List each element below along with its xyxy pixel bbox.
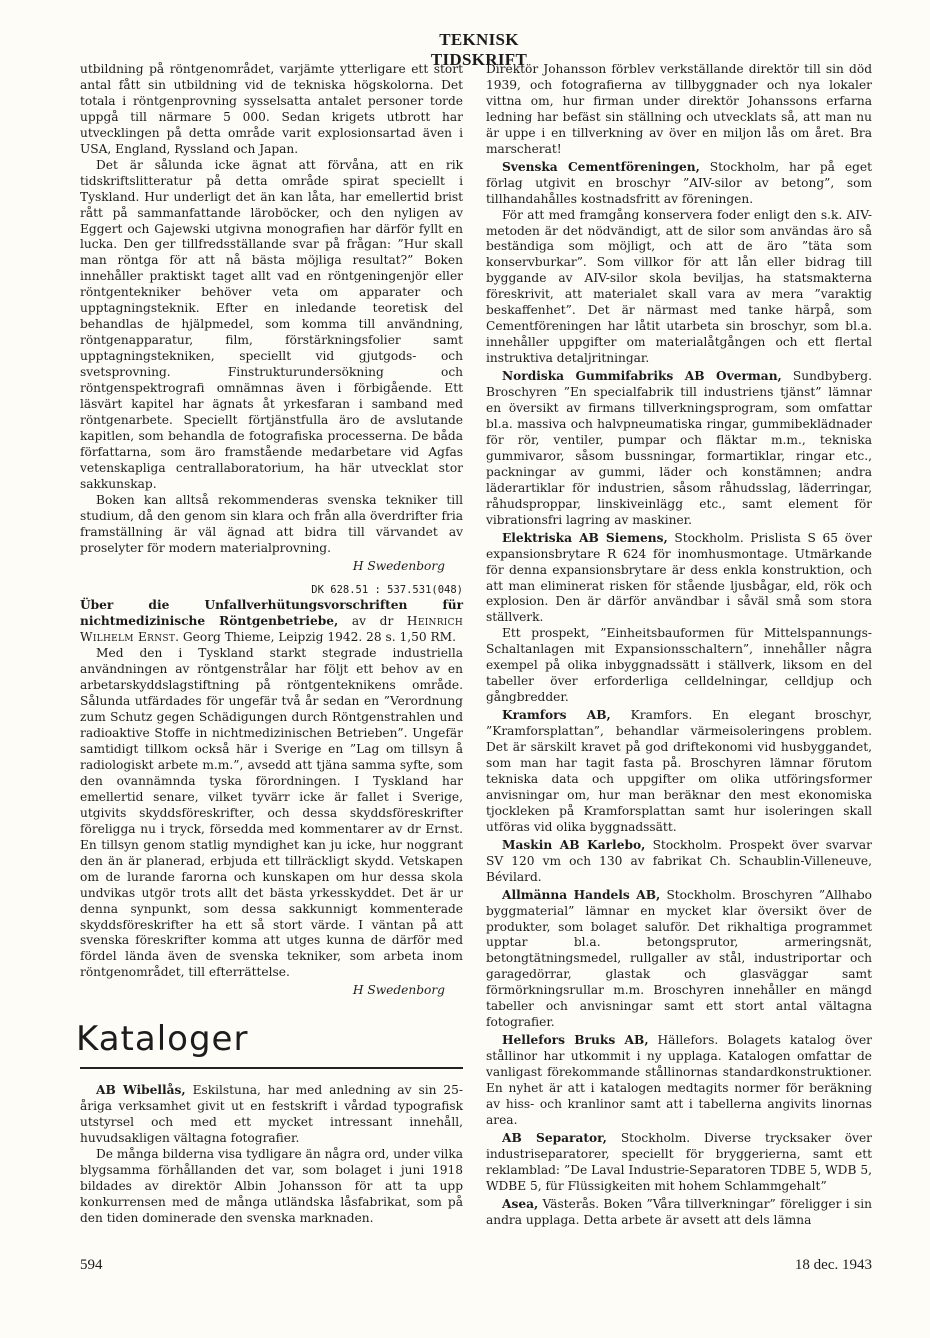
review1-paragraph-3: Boken kan alltså rekommenderas svenska tekniker till studium, då den genom sin klara och från alla överdrifter fria framställning är väl ägnad att bidra till värvandet av proselyter för modern materialprovning.	[80, 492, 463, 555]
review2-heading	[80, 598, 463, 646]
entry-text: Kramfors. En elegant broschyr, ”Kramforsplattan”, behandlar värmeisoleringens problem. Det är särskilt kravet på god driftekonomi vid husbyggandet, som man har tagit fasta på. Broschyren lämnar förutom tekniska data och uppgifter om olika utföringsformer anvisningar om, hur man beräknar den mest ekonomiska tjockleken på Kramforsplattan samt hur isoleringen skall utföras vid olika byggnadssätt.	[486, 708, 872, 834]
entry-text: Sundbyberg. Broschyren ”En specialfabrik till industriens tjänst” lämnar en översikt av firmans tillverkningsprogram, som omfattar bl.a. massiva och halvpneumatiska ringar, gummibeklädnader för rör, ventiler, pumpar och fläktar m.m., tekniska gummivaror, såsom bussningar, formartiklar, ringar etc., packningar av gummi, läder och konstämnen; andra läderartiklar för industrien, såsom råhudsslag, läderringar, råhudsproppar, linskiveinlägg etc., samt element för vibrationsfri lagring av maskiner.	[486, 369, 872, 527]
entry-text: Stockholm, har på eget förlag utgivit en broschyr ”AIV-silor av betong”, som tillhandahålles kostnadsfritt av föreningen.	[486, 159, 872, 206]
catalog-entry-gummi	[486, 369, 872, 529]
catalog-entry-wibellas-cont: Direktör Johansson förblev verkställande direktör till sin död 1939, och fotografierna av tillbyggnader och nya lokaler vittna om, hur firman under direktör Johanssons erfarna ledning har befäst sin ställning och utvecklats så, att man nu är uppe i en tillverkning av över en miljon lås om året. Bra marscherat!	[486, 62, 872, 156]
entry-text: Eskilstuna, har med anledning av sin 25-åriga verksamhet givit ut en festskrift i vårdad typografisk utstyrsel och med ett mycket intressant innehåll, huvudsakligen vältagna fotografier.	[80, 1083, 463, 1146]
catalog-entry-handels	[486, 888, 872, 1032]
review1-signature: H Swedenborg	[352, 558, 445, 573]
left-column	[76, 62, 463, 1227]
review2-signature: H Swedenborg	[352, 983, 445, 998]
right-column	[486, 62, 872, 1229]
catalog-entry-siemens	[486, 531, 872, 627]
catalog-entry-separator	[486, 1131, 872, 1195]
company-name: Svenska Cementföreningen,	[502, 159, 700, 174]
catalog-entry-wibellas	[80, 1083, 463, 1147]
section-divider	[80, 1067, 463, 1069]
catalog-entry-karlebo	[486, 838, 872, 886]
issue-date: 18 dec. 1943	[794, 1257, 872, 1273]
entry-text: Stockholm. Broschyren ”Allhabo byggmaterial” lämnar en mycket klar översikt över de produkter, som bolaget saluför. Det rikhaltiga programmet upptar bl.a. betongsprutor, armeringsnät, betongtätningsmedel, rullgaller av stål, industriportar och garagedörrar, glastak och glasväggar samt förmörkningsrullar m.m. Broschyren innehåller en mängd tabeller och anvisningar samt ett stort antal vältagna fotografier.	[486, 887, 873, 1030]
company-name: AB Separator,	[502, 1130, 607, 1145]
catalog-entry-siemens-2: Ett prospekt, ”Einheitsbauformen für Mittelspannungs-Schaltanlagen mit Expansionsschaltern”, innehåller några exempel på olika inbyggnadssätt i ställverk, liksom en del tabeller över erforderliga celldelningar, celldjup och gångbredder.	[486, 626, 872, 705]
company-name: Kramfors AB,	[502, 708, 611, 723]
dk-classification: DK 628.51 : 537.531(048)	[311, 583, 463, 596]
journal-header: TEKNISK TIDSKRIFT	[430, 30, 528, 69]
review1-paragraph-1: utbildning på röntgenområdet, varjämte ytterligare ett stort antal fått sin utbildning vid de tekniska högskolorna. Det totala i röntgenprovning sysselsatta antalet personer torde uppgå till närmare 5 000. Sedan krigets utbrott har utvecklingen på detta område varit explosionsartad även i USA, England, Ryssland och Japan.	[80, 62, 463, 156]
catalog-entry-hellefors	[486, 1033, 872, 1129]
entry-text: Västerås. Boken ”Våra tillverkningar” föreligger i sin andra upplaga. Detta arbete är avsett att dels lämna	[486, 1196, 872, 1227]
company-name: AB Wibellås,	[96, 1083, 186, 1098]
section-title-kataloger: Kataloger	[76, 1019, 249, 1060]
review2-publisher: . Georg Thieme, Leipzig 1942. 28 s. 1,50 RM.	[175, 630, 457, 645]
page-number: 594	[80, 1257, 103, 1273]
catalog-entry-asea	[486, 1197, 872, 1229]
company-name: Asea,	[502, 1196, 539, 1211]
company-name: Allmänna Handels AB,	[502, 887, 661, 902]
catalog-entry-wibellas-2: De många bilderna visa tydligare än några ord, under vilka blygsamma förhållanden det var, som bolaget i juni 1918 bildades av direktör Albin Johansson för att ta upp konkurrensen med de många utländska låsfabrikat, som på den tiden dominerade den svenska marknaden.	[80, 1147, 463, 1225]
entry-text: Hällefors. Bolagets katalog över stållinor har utkommit i ny upplaga. Katalogen omfattar de vanligast förekommande stållinornas standardkonstruktioner. En nyhet är att i katalogen medtagits normer för beräkning av hiss- och kranlinor samt att i tabellerna angivits linornas area.	[486, 1033, 872, 1127]
entry-text: Stockholm. Prospekt över svarvar SV 120 vm och 130 av fabrikat Ch. Schaublin-Villeneuve, Bévilard.	[486, 837, 872, 884]
catalog-entry-cement	[486, 160, 872, 208]
review2-title: Über die Unfallverhütungsvorschriften für nichtmedizinische Röntgenbetriebe,	[80, 598, 463, 629]
company-name: Maskin AB Karlebo,	[502, 837, 646, 852]
catalog-entry-cement-2: För att med framgång konservera foder enligt den s.k. AIV-metoden är det nödvändigt, att de silor som användas äro så beständiga som möjligt, och att de äro ”täta som konservburkar”. Som villkor för att lån eller bidrag till byggande av AIV-silor skola beviljas, ha statsmakterna föreskrivit, att materialet skall vara av mera ”varaktig beskaffenhet”. Det är närmast med tanke härpå, som Cementföreningen har låtit utarbeta sin broschyr, som bl.a. innehåller uppgifter om materialåtgången och ett flertal instruktiva detaljritningar.	[486, 207, 872, 366]
entry-text: Stockholm. Diverse trycksaker över industriseparatorer, speciellt för bryggerierna, samt ett reklamblad: ”De Laval Industrie-Separatoren TDBE 5, WDB 5, WDBE 5, für Flüssigkeiten mit hohem Schlammgehalt”	[486, 1130, 872, 1193]
company-name: Hellefors Bruks AB,	[502, 1033, 649, 1048]
catalog-entry-kramfors	[486, 708, 872, 836]
entry-text: Stockholm. Prislista S 65 över expansionsbrytare R 624 för inomhusmontage. Utmärkande för denna expansionsbrytare är dess enkla konstruktion, och att man eliminerat risken för stående ljusbågar, eld, rök och explosion. Den är därför användbar i såväl små som stora ställverk.	[486, 530, 872, 625]
review2-body: Med den i Tyskland starkt stegrade industriella användningen av röntgenstrålar har följt ett behov av en arbetarskyddslagstiftning på röntgenteknikens område. Sålunda utfärdades för ungefär två år sedan en ”Verordnung zum Schutz gegen Schädigungen durch Röntgenstrahlen und radioaktive Stoffe in nichtmedizinischen Betrieben”. Ungefär samtidigt tillkom också här i Sverige en ”Lag om tillsyn å radiologiskt arbete m.m.”, avsedd att tjäna samma syfte, som den ovannämnda tyska förordningen. I Tyskland har emellertid senare, vilket tyvärr icke är fallet i Sverige, utgivits skyddsföreskrifter, och dessa skyddsföreskrifter föreligga nu i tryck, försedda med kommentarer av dr Ernst. En tillsyn genom statlig myndighet kan ju icke, hur noggrant den än är planerad, erbjuda ett tillräckligt skydd. Vetskapen om de lurande farorna och kunskapen om hur dessa skola undvikas utgör trots allt det bästa yrkesskyddet. Det är ur denna synpunkt, som dessa sakkunnigt kommenterade skyddsföreskrifter ha ett så stort värde. I väntan på att svenska föreskrifter komma att utges kunna de därför med fördel lända även de svenska tekniker, som arbeta inom röntgenområdet, till efterrättelse.	[80, 646, 463, 980]
company-name: Elektriska AB Siemens,	[502, 530, 668, 545]
review2-by: av dr	[338, 614, 407, 629]
company-name: Nordiska Gummifabriks AB Overman,	[502, 369, 782, 384]
review2-author: Heinrich Wilhelm Ernst	[80, 614, 463, 645]
review1-paragraph-2: Det är sålunda icke ägnat att förvåna, att en rik tidskriftslitteratur på detta område spirat speciellt i Tyskland. Hur underligt det än kan låta, har emellertid brist rått på sammanfattande läroböcker, och den nyligen av Eggert och Gajewski utgivna monografien har därför fyllt en lucka. Den ger tillfredsställande svar på frågan: ”Hur skall man röntga för att nå bästa möjliga resultat?” Boken innehåller praktiskt taget allt vad en röntgeningenjör eller röntgentekniker behöver veta om apparater och upptagningsteknik. Efter en inledande teoretisk del behandlas de hjälpmedel, som komma till användning, röntgenapparatur, film, förstärkningsfolier samt upptagningstekniken, speciellt vid gjutgods- och svetsprovning. Finstrukturundersökning och röntgenspektrografi omnämnas även i förbigående. Ett läsvärt kapitel har ägnats åt yrkesfaran i samband med röntgenarbete. Speciellt förtjänstfulla äro de avslutande kapitlen, som behandla de fotografiska processerna. De båda författarna, som äro framstående medarbetare vid Agfas vetenskapliga centrallaboratorium, ha här utvecklat stor sakkunskap.	[80, 157, 463, 491]
